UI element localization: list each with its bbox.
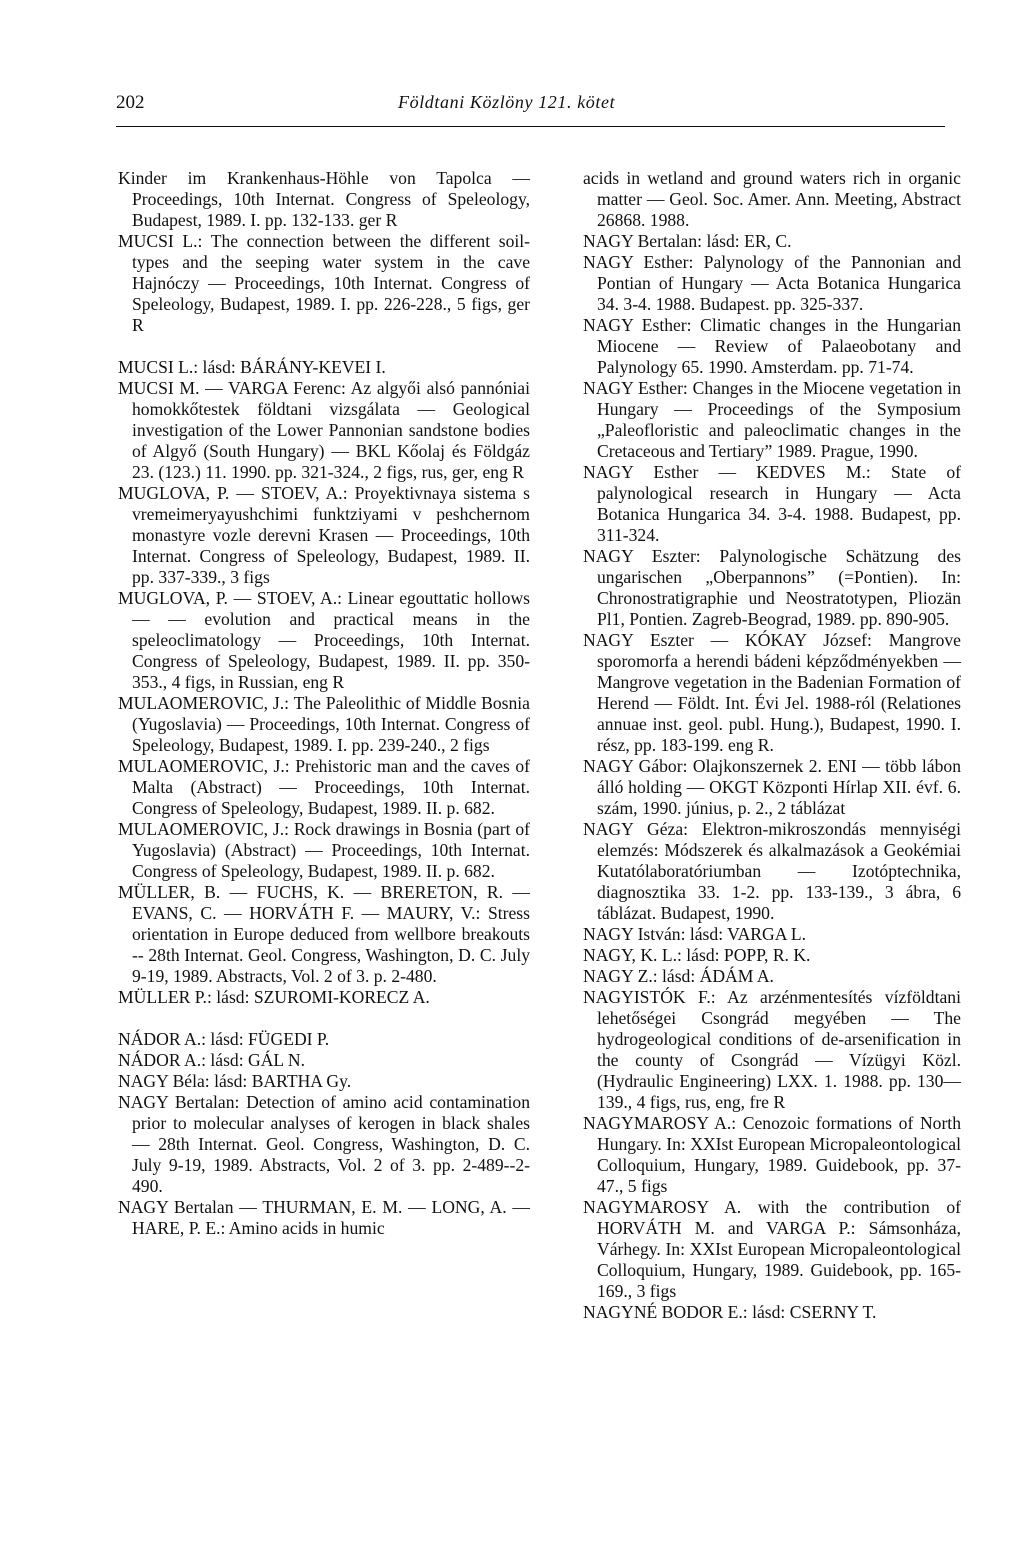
bibliography-entry: MULAOMEROVIC, J.: Prehistoric man and the caves of Malta (Abstract) — Proceedings, 10th Internat. Congress of Speleology, Budapest, 1989. II. p. 682. <box>118 756 530 818</box>
right-column <box>583 168 961 1323</box>
bibliography-entry: MÜLLER, B. — FUCHS, K. — BRERETON, R. — EVANS, C. — HORVÁTH F. — MAURY, V.: Stress orientation in Europe deduced from wellbore breakouts -- 28th Internat. Geol. Congress, Washington, D. C. July 9-19, 1989. Abstracts, Vol. 2 of 3. p. 2-480. <box>118 882 530 986</box>
page-number: 202 <box>116 92 145 113</box>
bibliography-entry: MUGLOVA, P. — STOEV, A.: Linear egouttatic hollows — — evolution and practical means in the speleoclimatology — Proceedings, 10th Internat. Congress of Speleology, Budapest, 1989. II. pp. 350-353., 4 figs, in Russian, eng R <box>118 588 530 692</box>
bibliography-entry: NAGY Esther: Climatic changes in the Hungarian Miocene — Review of Palaeobotany and Palynology 65. 1990. Amsterdam. pp. 71-74. <box>583 315 961 377</box>
bibliography-entry: Kinder im Krankenhaus-Höhle von Tapolca — Proceedings, 10th Internat. Congress of Speleology, Budapest, 1989. I. pp. 132-133. ger R <box>118 168 530 230</box>
bibliography-entry: acids in wetland and ground waters rich in organic matter — Geol. Soc. Amer. Ann. Meeting, Abstract 26868. 1988. <box>583 168 961 230</box>
bibliography-entry: NAGYNÉ BODOR E.: lásd: CSERNY T. <box>583 1302 877 1322</box>
bibliography-entry: MÜLLER P.: lásd: SZUROMI-KORECZ A. <box>118 987 430 1007</box>
bibliography-entry: NAGY Esther: Changes in the Miocene vegetation in Hungary — Proceedings of the Symposium „Paleofloristic and paleoclimatic changes in the Cretaceous and Tertiary” 1989. Prague, 1990. <box>583 378 961 461</box>
bibliography-entry: NAGYISTÓK F.: Az arzénmentesítés vízföldtani lehetőségei Csongrád megyében — The hydrogeological conditions of de-arsenification in the county of Csongrád — Vízügyi Közl. (Hydraulic Engineering) LXX. 1. 1988. pp. 130—139., 4 figs, rus, eng, fre R <box>583 987 961 1112</box>
left-column <box>118 168 530 1239</box>
bibliography-entry: NAGY Esther — KEDVES M.: State of palynological research in Hungary — Acta Botanica Hungarica 34. 3-4. 1988. Budapest, pp. 311-324. <box>583 462 961 545</box>
bibliography-entry: NÁDOR A.: lásd: GÁL N. <box>118 1050 306 1070</box>
bibliography-entry: MUCSI M. — VARGA Ferenc: Az algyői alsó pannóniai homokkőtestek földtani vizsgálata — Geological investigation of the Lower Pannonian sandstone bodies of Algyő (South Hungary) — BKL Kőolaj és Földgáz 23. (123.) 11. 1990. pp. 321-324., 2 figs, rus, ger, eng R <box>118 378 530 482</box>
bibliography-entry: NAGY István: lásd: VARGA L. <box>583 924 807 944</box>
bibliography-entry: MULAOMEROVIC, J.: Rock drawings in Bosnia (part of Yugoslavia) (Abstract) — Proceedings, 10th Internat. Congress of Speleology, Budapest, 1989. II. p. 682. <box>118 819 530 881</box>
page-header <box>116 92 946 120</box>
header-rule <box>116 126 945 127</box>
bibliography-entry: MUGLOVA, P. — STOEV, A.: Proyektivnaya sistema s vremeimeryayushchimi funktziyami v peshchernom monastyre vozle derevni Krasen — Proceedings, 10th Internat. Congress of Speleology, Budapest, 1989. II. pp. 337-339., 3 figs <box>118 483 530 587</box>
bibliography-entry: NAGY Eszter: Palynologische Schätzung des ungarischen „Oberpannons” (=Pontien). In: Chronostratigraphie und Neostratotypen, Pliozän Pl1, Pontien. Zagreb-Beograd, 1989. pp. 890-905. <box>583 546 961 629</box>
bibliography-entry: NAGY Z.: lásd: ÁDÁM A. <box>583 966 774 986</box>
bibliography-entry: NAGY Eszter — KÓKAY József: Mangrove sporomorfa a herendi bádeni képződményekben — Mangrove vegetation in the Badenian Formation of Herend — Földt. Int. Évi Jel. 1988-ról (Relationes annuae inst. geol. publ. Hung.), Budapest, 1990. I. rész, pp. 183-199. eng R. <box>583 630 961 755</box>
bibliography-entry: NAGY Bertalan: Detection of amino acid contamination prior to molecular analyses of kerogen in black shales — 28th Internat. Geol. Congress, Washington, D. C. July 9-19, 1989. Abstracts, Vol. 2 of 3. pp. 2-489--2-490. <box>118 1092 530 1196</box>
bibliography-entry: NAGY Béla: lásd: BARTHA Gy. <box>118 1071 352 1091</box>
bibliography-entry: NAGY Bertalan — THURMAN, E. M. — LONG, A. — HARE, P. E.: Amino acids in humic <box>118 1197 530 1238</box>
running-title: Földtani Közlöny 121. kötet <box>398 92 616 112</box>
bibliography-entry: NAGYMAROSY A. with the contribution of HORVÁTH M. and VARGA P.: Sámsonháza, Várhegy. In: XXIst European Micropaleontological Colloquium, Hungary, 1989. Guidebook, pp. 165-169., 3 figs <box>583 1197 961 1301</box>
bibliography-entry: NAGYMAROSY A.: Cenozoic formations of North Hungary. In: XXIst European Micropaleontological Colloquium, Hungary, 1989. Guidebook, pp. 37-47., 5 figs <box>583 1113 961 1196</box>
bibliography-entry: NAGY Bertalan: lásd: ER, C. <box>583 231 792 251</box>
bibliography-entry: NAGY Esther: Palynology of the Pannonian and Pontian of Hungary — Acta Botanica Hungarica 34. 3-4. 1988. Budapest. pp. 325-337. <box>583 252 961 314</box>
bibliography-entry: MUCSI L.: lásd: BÁRÁNY-KEVEI I. <box>118 357 386 377</box>
bibliography-entry: MUCSI L.: The connection between the different soil-types and the seeping water system in the cave Hajnóczy — Proceedings, 10th Internat. Congress of Speleology, Budapest, 1989. I. pp. 226-228., 5 figs, ger R <box>118 231 530 335</box>
bibliography-entry: NAGY, K. L.: lásd: POPP, R. K. <box>583 945 811 965</box>
bibliography-entry: NAGY Géza: Elektron-mikroszondás mennyiségi elemzés: Módszerek és alkalmazások a Geokémiai Kutatólaboratóriumban — Izotóptechnika, diagnosztika 33. 1-2. pp. 133-139., 3 ábra, 6 táblázat. Budapest, 1990. <box>583 819 961 923</box>
bibliography-entry: MULAOMEROVIC, J.: The Paleolithic of Middle Bosnia (Yugoslavia) — Proceedings, 10th Internat. Congress of Speleology, Budapest, 1989. I. pp. 239-240., 2 figs <box>118 693 530 755</box>
bibliography-entry: NÁDOR A.: lásd: FÜGEDI P. <box>118 1029 330 1049</box>
bibliography-entry: NAGY Gábor: Olajkonszernek 2. ENI — több lábon álló holding — OKGT Központi Hírlap XII. évf. 6. szám, 1990. június, p. 2., 2 táblázat <box>583 756 961 818</box>
